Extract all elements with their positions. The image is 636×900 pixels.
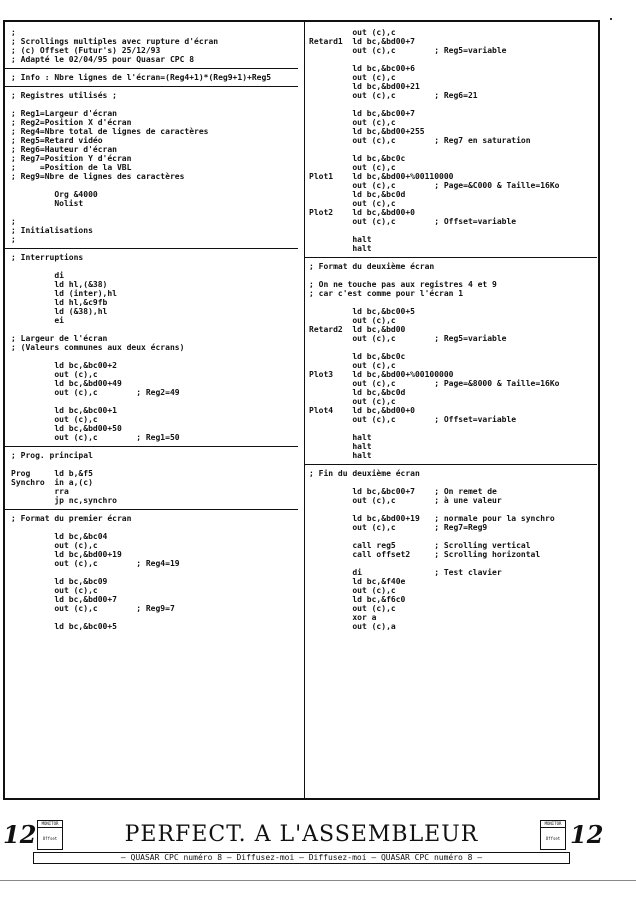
- code-line: [11, 568, 299, 577]
- code-line: out (c),c ; Reg6=21: [309, 91, 478, 100]
- code-line: halt: [309, 235, 372, 244]
- code-line: out (c),c: [11, 370, 98, 379]
- code-line: ;: [11, 235, 16, 244]
- code-line: ld bc,&bc00+2: [11, 361, 117, 370]
- code-line: ; Reg4=Nbre total de lignes de caractères: [11, 127, 209, 136]
- code-line: ld bc,&bd00+19 ; normale pour la synchro: [309, 514, 555, 523]
- listing-right-column: [309, 28, 599, 631]
- badge-bottom-label: Offset: [545, 836, 561, 841]
- monitor-offset-badge-right: [540, 820, 566, 850]
- section-rule: [5, 68, 298, 69]
- code-line: [11, 523, 299, 532]
- code-line: out (c),c ; Page=&C000 & Taille=16Ko: [309, 181, 560, 190]
- code-line: ld bc,&bc00+7: [309, 109, 415, 118]
- code-line: [11, 100, 299, 109]
- section-rule: [5, 248, 298, 249]
- code-line: [309, 532, 599, 541]
- code-line: out (c),c: [11, 541, 98, 550]
- badge-top-label: MONITOR: [38, 821, 62, 828]
- code-line: [11, 181, 299, 190]
- code-line: out (c),c ; Offset=variable: [309, 217, 517, 226]
- code-line: ld bc,&bd00+49: [11, 379, 122, 388]
- code-line: [309, 424, 599, 433]
- code-line: halt: [309, 442, 372, 451]
- code-line: [11, 613, 299, 622]
- code-line: out (c),c: [309, 586, 396, 595]
- code-line: di: [11, 271, 64, 280]
- code-line: out (c),c: [309, 163, 396, 172]
- code-line: ld bc,&bd00+19: [11, 550, 122, 559]
- code-line: Prog ld b,&f5: [11, 469, 93, 478]
- code-line: rra: [11, 487, 69, 496]
- code-line: [11, 397, 299, 406]
- code-line: ; Reg5=Retard vidéo: [11, 136, 103, 145]
- code-line: out (c),c ; Reg1=50: [11, 433, 180, 442]
- code-line: ld bc,&f40e: [309, 577, 406, 586]
- code-line: [309, 226, 599, 235]
- code-line: out (c),c: [309, 28, 396, 37]
- badge-bottom-label: Offset: [42, 836, 58, 841]
- code-line: ld bc,&bd00+7: [11, 595, 117, 604]
- code-line: ; Reg2=Position X d'écran: [11, 118, 132, 127]
- code-line: out (c),c ; Offset=variable: [309, 415, 517, 424]
- code-line: Plot1 ld bc,&bd00+%00110000: [309, 172, 454, 181]
- code-line: Org &4000: [11, 190, 98, 199]
- code-line: ; Reg7=Position Y d'écran: [11, 154, 132, 163]
- code-line: out (c),c: [309, 604, 396, 613]
- code-line: ;: [11, 28, 21, 37]
- code-line: ld hl,&c9fb: [11, 298, 108, 307]
- code-line: ; Format du premier écran: [11, 514, 132, 523]
- code-line: ; Adapté le 02/04/95 pour Quasar CPC 8: [11, 55, 195, 64]
- code-line: ; Fin du deuxième écran: [309, 469, 420, 478]
- code-line: halt: [309, 451, 372, 460]
- code-line: out (c),c ; Reg2=49: [11, 388, 180, 397]
- code-line: ; Reg1=Largeur d'écran: [11, 109, 117, 118]
- code-line: out (c),c ; Reg5=variable: [309, 46, 507, 55]
- badge-top-label: MONITOR: [541, 821, 565, 828]
- code-line: [11, 208, 299, 217]
- code-line: out (c),c ; Page=&8000 & Taille=16Ko: [309, 379, 560, 388]
- code-line: ld bc,&bc04: [11, 532, 108, 541]
- code-line: Plot3 ld bc,&bd00+%00100000: [309, 370, 454, 379]
- code-listing-frame: [3, 20, 600, 800]
- code-line: xor a: [309, 613, 377, 622]
- code-line: ld bc,&bc0c: [309, 352, 406, 361]
- code-line: [309, 145, 599, 154]
- code-line: [309, 505, 599, 514]
- code-line: ; Interruptions: [11, 253, 84, 262]
- code-line: Plot4 ld bc,&bd00+0: [309, 406, 415, 415]
- code-line: ld bc,&bd00+21: [309, 82, 420, 91]
- page-footer: [3, 818, 604, 866]
- code-line: out (c),c: [309, 199, 396, 208]
- section-rule: [5, 509, 298, 510]
- code-line: ; Registres utilisés ;: [11, 91, 117, 100]
- code-line: halt: [309, 433, 372, 442]
- code-line: out (c),c: [309, 73, 396, 82]
- code-line: [309, 559, 599, 568]
- code-line: ; (Valeurs communes aux deux écrans): [11, 343, 185, 352]
- code-line: ; Prog. principal: [11, 451, 93, 460]
- code-line: ld bc,&bd00+50: [11, 424, 122, 433]
- code-line: [11, 352, 299, 361]
- code-line: [11, 460, 299, 469]
- code-line: Nolist: [11, 199, 84, 208]
- code-line: out (c),a: [309, 622, 396, 631]
- code-line: ld hl,(&38): [11, 280, 108, 289]
- code-line: out (c),c: [309, 361, 396, 370]
- code-line: ld bc,&bc0d: [309, 190, 406, 199]
- code-line: ld bc,&bc09: [11, 577, 108, 586]
- code-line: [309, 55, 599, 64]
- code-line: jp nc,synchro: [11, 496, 117, 505]
- code-line: ld (&38),hl: [11, 307, 108, 316]
- section-rule: [5, 446, 298, 447]
- section-rule: [5, 86, 298, 87]
- code-line: [309, 271, 599, 280]
- code-line: ; Info : Nbre lignes de l'écran=(Reg4+1)*(Reg9+1)+Reg5: [11, 73, 272, 82]
- code-line: [309, 478, 599, 487]
- code-line: ; (c) Offset (Futur's) 25/12/93: [11, 46, 161, 55]
- code-line: ld bc,&bc00+6: [309, 64, 415, 73]
- code-line: Plot2 ld bc,&bd00+0: [309, 208, 415, 217]
- column-divider: [304, 22, 305, 798]
- code-line: [309, 100, 599, 109]
- code-line: out (c),c ; Reg5=variable: [309, 334, 507, 343]
- code-line: Retard2 ld bc,&bd00: [309, 325, 406, 334]
- code-line: call reg5 ; Scrolling vertical: [309, 541, 531, 550]
- code-line: call offset2 ; Scrolling horizontal: [309, 550, 541, 559]
- code-line: out (c),c: [309, 118, 396, 127]
- code-line: out (c),c: [309, 397, 396, 406]
- page-number-left: 12: [3, 820, 37, 849]
- code-line: Retard1 ld bc,&bd00+7: [309, 37, 415, 46]
- code-line: out (c),c ; Reg7 en saturation: [309, 136, 531, 145]
- code-line: [309, 343, 599, 352]
- code-line: out (c),c: [11, 415, 98, 424]
- footer-tagline-band: — QUASAR CPC numéro 8 — Diffusez-moi — Diffusez-moi — QUASAR CPC numéro 8 —: [33, 852, 570, 864]
- page-number-right: 12: [570, 820, 604, 849]
- scan-edge-line: [0, 880, 636, 881]
- code-line: [11, 325, 299, 334]
- code-line: ld bc,&bc0d: [309, 388, 406, 397]
- section-rule: [304, 257, 597, 258]
- code-line: ; Initialisations: [11, 226, 93, 235]
- code-line: halt: [309, 244, 372, 253]
- code-line: [11, 262, 299, 271]
- code-line: out (c),c: [11, 586, 98, 595]
- code-line: out (c),c ; Reg4=19: [11, 559, 180, 568]
- code-line: ; Format du deuxième écran: [309, 262, 435, 271]
- code-line: di ; Test clavier: [309, 568, 502, 577]
- code-line: ld bc,&bc0c: [309, 154, 406, 163]
- code-line: ld bc,&bc00+5: [11, 622, 117, 631]
- code-line: ; Scrollings multiples avec rupture d'écran: [11, 37, 219, 46]
- listing-left-column: [11, 28, 299, 631]
- code-line: ; =Position de la VBL: [11, 163, 132, 172]
- code-line: ld bc,&bc00+5: [309, 307, 415, 316]
- code-line: ; On ne touche pas aux registres 4 et 9: [309, 280, 497, 289]
- code-line: ld bc,&bc00+1: [11, 406, 117, 415]
- code-line: out (c),c ; à une valeur: [309, 496, 502, 505]
- code-line: ld (inter),hl: [11, 289, 117, 298]
- code-line: Synchro in a,(c): [11, 478, 93, 487]
- code-line: ; Reg9=Nbre de lignes des caractères: [11, 172, 185, 181]
- code-line: [309, 298, 599, 307]
- code-line: ; Reg6=Hauteur d'écran: [11, 145, 117, 154]
- code-line: out (c),c ; Reg9=7: [11, 604, 175, 613]
- section-rule: [304, 464, 597, 465]
- footer-title: PERFECT. A L'ASSEMBLEUR: [124, 822, 479, 847]
- code-line: ; Largeur de l'écran: [11, 334, 108, 343]
- code-line: ld bc,&bd00+255: [309, 127, 425, 136]
- code-line: ;: [11, 217, 16, 226]
- scan-speck: [610, 18, 612, 20]
- monitor-offset-badge-left: [37, 820, 63, 850]
- code-line: ld bc,&bc00+7 ; On remet de: [309, 487, 497, 496]
- code-line: out (c),c: [309, 316, 396, 325]
- code-line: out (c),c ; Reg7=Reg9: [309, 523, 488, 532]
- code-line: ei: [11, 316, 64, 325]
- code-line: ; car c'est comme pour l'écran 1: [309, 289, 464, 298]
- code-line: ld bc,&f6c0: [309, 595, 406, 604]
